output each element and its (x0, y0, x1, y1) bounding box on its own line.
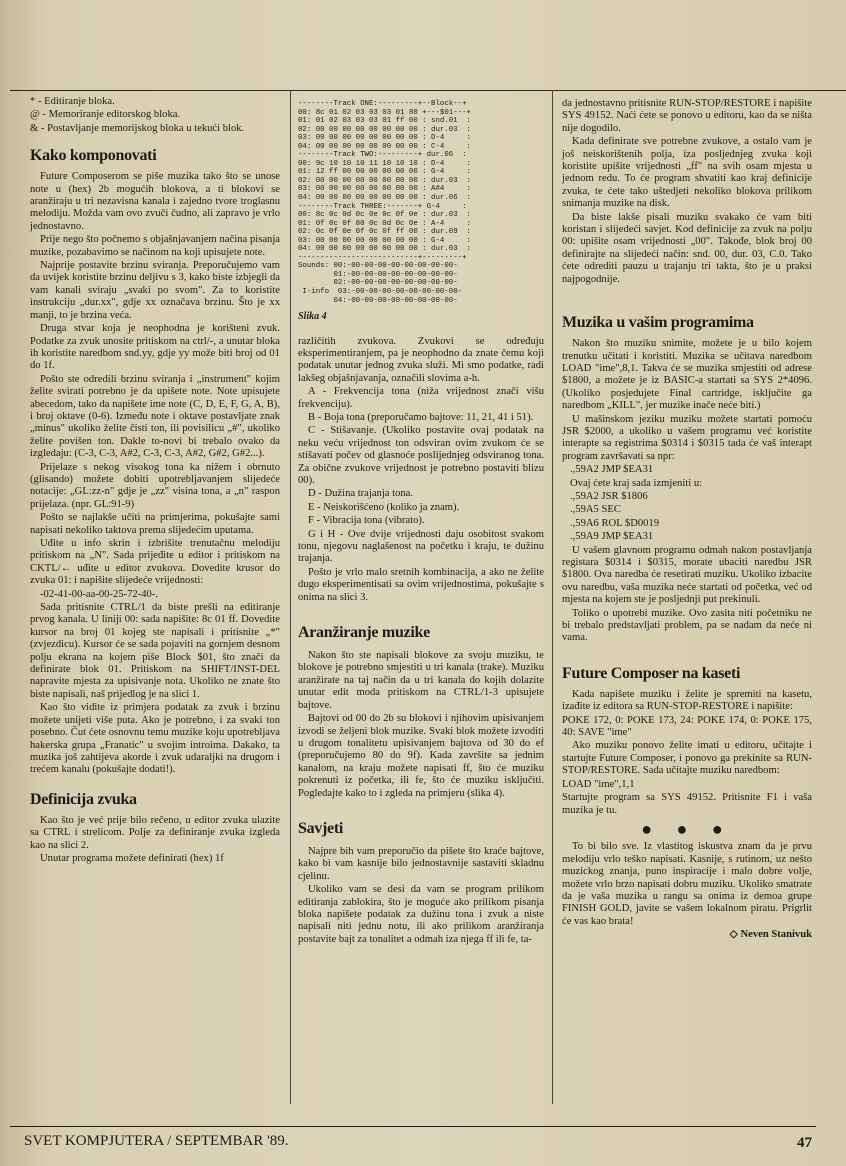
sound-param: F - Vibracija tona (vibrato). (308, 515, 425, 527)
paragraph: Kada napišete muziku i želite je spremiti na kasetu, izađite iz editora sa RUN-STOP-RESTORE i napišite: (562, 688, 812, 713)
top-rule (10, 90, 846, 91)
right-column (562, 98, 812, 943)
paragraph: Kao što je već prije bilo rečeno, u editor zvuka ulazite sa CTRL i strelicom. Polje za definiranje zvuka izgleda kao na slici 2. (30, 814, 280, 851)
heading-muzika-u-programima: Muzika u vašim programima (562, 314, 754, 332)
column-divider-2 (552, 90, 553, 1104)
command-item: & - Postavljanje memorijskog bloka u tekući blok. (30, 122, 245, 134)
sound-param: A - Frekvencija tona (niža vrijednost znači višu frekvenciju). (298, 386, 544, 410)
paragraph: Uđite u info skrin i izbrišite trenutačnu melodiju pritiskom na „N". Sada prijeđite u editor i pritiskom na CKTL/← uđite u editor zvukova. Dovedite krusor do zvuka 01: i napišite slijedeće vrijednosti: (30, 538, 280, 587)
sound-values: -02-41-00-aa-00-25-72-40-. (40, 588, 158, 600)
paragraph: Najpre bih vam preporučio da pišete što kraće bajtove, kako bi vam kasnije bilo jednostavnije sastaviti skladnu cjelinu. (298, 845, 544, 882)
column-divider-1 (290, 90, 291, 1104)
heading-future-composer-kaseta: Future Composer na kaseti (562, 664, 741, 682)
figure-caption: Slika 4 (298, 311, 327, 323)
middle-column (298, 100, 544, 947)
sound-param: E - Neiskorišćeno (koliko ja znam). (308, 501, 460, 513)
code-line: .,59A9 JMP $EA31 (570, 531, 654, 543)
sound-param: G i H - Ove dvije vrijednosti daju osobitost svakom tonu, njegovu naglašenost na početku i kraju, te dužinu trajanja. (298, 528, 544, 565)
heading-definicija-zvuka: Definicija zvuka (30, 790, 137, 808)
code-line: Ovaj ćete kraj sada izmjeniti u: (570, 477, 703, 489)
paragraph: Future Composerom se piše muzika tako što se unose note u (hex) 2b mogućih blokova, a ti blokovi se aranžiraju u tri nezavisna kanala i zajedno tvore troglasnu melodiju. Možda vam ovo zvuči čudno, ali zapravo je vrlo jednostavno. (30, 171, 280, 232)
code-line: .,59A2 JMP $EA31 (570, 464, 654, 476)
left-column (30, 96, 280, 866)
paragraph: Sada pritisnite CTRL/1 da biste prešli na editiranje prvog kanala. U liniji 00: sada napišite: 8c 01 ff. Dovedite kursor na broj 01 kojeg ste napisali i pritisnite „*" (zvjezdicu). Kursor će se sada pojaviti na gornjem desnom polju ekrana na kojem piše Block $01, što znači da definirate blok 01. Pritiskom na SHIFT/INST-DEL napravite mjesta za upisivanje nota. Ukoliko ne znate što biste napisali, naš prijedlog je na slici 1. (30, 602, 280, 700)
code-line: .,59A6 ROL $D0019 (570, 517, 660, 529)
paragraph: Nakon što muziku snimite, možete je u bilo kojem trenutku učitati i koristiti. Muzika se učitava naredbom LOAD "ime",8,1. Takva će se muzika smjestiti od adrese $1800, a možete je iz BASIC-a startati sa SYS 2*4096. (Ukoliko posjedujete Final cartridge, isključite ga naredbom „KILL", jer muzike inače neće biti.) (562, 338, 812, 412)
heading-savjeti: Savjeti (298, 819, 344, 837)
paragraph: Druga stvar koja je neophodna je korišteni zvuk. Podatke za zvuk unosite pritiskom na ctrl/-, a unutar bloka ih koristite naredbom snd.yy, gdje yy može biti broj od 01 do 1f. (30, 323, 280, 372)
paragraph: Kada definirate sve potrebne zvukove, a ostalo vam je još neiskorištenih polja, iza posljednjeg zvuka koji koristite upišite vrijednosti „ff" na svih osam mjesta u jednom redu. To će program shvatiti kao kraj definicije zvuka, te ćete tako uštedjeti nekoliko blokova prilikom snimanja muzike na disk. (562, 136, 812, 210)
magazine-footer: SVET KOMPJUTERA / SEPTEMBAR '89. (24, 1133, 289, 1149)
paragraph: Da biste lakše pisali muziku svakako će vam biti koristan i slijedeći savjet. Kod definicije za zvuk na polju 00: upišite osam vrijednosti „00". Takođe, blok broj 00 definirajte na slijedeći način: snd. 00, dur. 03, C.0. Tako ćete odrediti pauzu u trajanju tri takta, što je u praksi najpogodnije. (562, 211, 812, 285)
code-line: .,59A2 JSR $1806 (570, 490, 648, 502)
author-signature: ◇ Neven Stanivuk (729, 929, 812, 941)
paragraph: Bajtovi od 00 do 2b su blokovi i njihovim upisivanjem izvodi se željeni blok muzike. Svaki blok možete izvoditi u drugom tonalitetu upisivanjem bajtova od 30 do ef (preporučujemo 80 do 9f). Kada završite sa jednim kanalom, na kraju možete napisati ff, što će muziku pokrenuti iz početka, ili fe, što će muziku isključiti. Pogledajte kako to i zgleda na primjeru (slika 4). (298, 713, 544, 799)
paragraph: Pošto se najlakše učiti na primjerima, pokušajte sami napisati nekoliko taktova prema slijedećim uputama. (30, 512, 280, 536)
tracker-screen-figure: --------Track ONE:---------+--Block--+ 00: 8c 01 02 03 03 03 01 80 +---$01---+ 01: 01 02 03 03 03 01 ff 00 : snd.01 : 02: 00 00 00 00 00 00 00 00 : dur.03 : 03: 00 00 00 00 00 00 00 00 : D-4 : 04: 00 00 00 00 00 00 00 00 : C-4 : --------Track TWO:---------+ dur.06 : 00: 9c 10 10 10 11 10 10 10 : D-4 : 01: 12 ff 00 00 00 00 00 00 : G-4 : 02: 00 00 00 00 00 00 00 00 : dur.03 : 03: 00 00 00 00 00 00 00 00 : A#4 : 04: 00 00 00 00 00 00 00 00 : dur.06 : --------Track THREE:-------+ G-4 : 00: 8c 0c 0d 0c 0e 0c 0f 0e : dur.03 : 01: 0f 0c 0f 80 0c 0d 0c 0e : A-4 : 02: 0c 0f 0e 0f 0c 0f ff 00 : dur.09 : 03: 00 00 00 00 00 00 00 00 : G-4 : 04: 00 00 00 00 00 00 00 00 : dur.03 : ---------------------------+---------+ Sounds: 00:-00-00-00-00-00-00-00-00- 01:-00-00-00-00-00-00-00-00- 02:-00-00-00-00-00-00-00-00- I-info 03:-00-00-00-00-00-00-00-00- 04:-00-00-00-00-00-00-00-00- (298, 100, 471, 305)
paragraph: Toliko o upotrebi muzike. Ovo zasita niti početniku ne bi trebalo predstavljati problem, pa se nadam da neće ni vama. (562, 607, 812, 644)
paragraph: To bi bilo sve. Iz vlastitog iskustva znam da je prvu melodiju vrlo teško napisati. Kasnije, s rutinom, uz nešto muzickog znanja, puno inspiracije i malo dobre volje, možete vrlo brzo napisati dobru muziku. Ukoliko smatrate da je vaša muzika u rangu sa onima iz demoa grupe FINISH GOLD, javite se vašem lokalnom piratu. Prigrlit će vas kao brata! (562, 841, 812, 927)
paragraph: U mašinskom jeziku muziku možete startati pomoću JSR $2000, a ukoliko u vašem programu već koristite interapte sa registrima $0314 i $0315 tada će vaš interapt program završavati sa npr: (562, 413, 812, 462)
page-number: 47 (797, 1135, 812, 1151)
paragraph: Pošto je vrlo malo sretnih kombinacija, a ako ne želite dugo eksperimentisati sa ovim vrijednostima, pokušajte s onima na slici 3. (298, 566, 544, 603)
paragraph: Ukoliko vam se desi da vam se program prilikom editiranja zablokira, što je moguće ako prilikom pisanja bloka napišete podatak za dužinu tona i zvuk a niste napisali niti jednu notu, ili ako prilikom aranžiranja postavite bajt za tonalitet a odmah iza njega ff ili fe, ta- (298, 884, 544, 945)
paragraph: Ako muziku ponovo želite imati u editoru, učitajte i startujte Future Composer, i ponovo ga prekinite sa RUN-STOP/RESTORE. Sada učitajte muziku naredbom: (562, 740, 812, 777)
code-line: POKE 172, 0: POKE 173, 24: POKE 174, 0: POKE 175, 40: SAVE "ime" (562, 714, 812, 739)
paragraph: Pošto ste odredili brzinu sviranja i „instrument" kojim želite svirati potrebno je da upišete note. Note upisujete abecedom, tako da napišete ime note (C, D, E, F, G, A, B), i broj oktave (0-6). Između note i oktave postavljate znak „minus" ukoliko želite čisti ton, ili povisilicu „#", ukoliko želite povišen ton. Dakle to-novi bi trebalo ovako da izgledaju: (C-3, C-3, A#2, C-3, C-3, A#2, G#2, G#2...). (30, 373, 280, 460)
paragraph: Najprije postavite brzinu sviranja. Preporučujemo vam da uvijek koristite brzinu deljivu s 3, kako biste izbjegli da vam kanali sviraju „svaki po svom". Za to koristite instrukciju „dur.xx", gdje xx označava brzinu. Što je xx manji, to je brzina veća. (30, 260, 280, 321)
paragraph: Unutar programa možete definirati (hex) 1f (40, 852, 224, 864)
footer-rule (10, 1126, 816, 1127)
paragraph: Kao što vidite iz primjera podatak za zvuk i brzinu možete unijeti više puta. Ako je potrebno, i za svaki ton posebno. Čut ćete osnovnu temu muzike koju upotrebljava hakerska grupa „Franatic" u svojim introima. Dakako, ta muzika još zahtijeva akorde i zvuk udaraljki na drugom i trećem kanalu (pokušajte dodati!). (30, 702, 280, 776)
paragraph: Prije nego što počnemo s objašnjavanjem načina pisanja muzike, pozabavimo se načinom na koji upisujete note. (30, 234, 280, 258)
sound-param: B - Boja tona (preporučamo bajtove: 11, 21, 41 i 51). (308, 411, 534, 423)
sound-param: C - Stišavanje. (Ukoliko postavite ovaj podatak na neku veću vrijednost ton odsviran ovim zvukom će se stišavati počev od glasnoće poslijednjeg odsviranog tona. Za obične zvukove vrijednost je potrebno postaviti blizu 00). (298, 425, 544, 486)
command-item: @ - Memoriranje editorskog bloka. (30, 109, 181, 121)
paragraph: Prijelaze s nekog visokog tona ka nižem i obrnuto (glisando) možete dobiti upotrebljavanjem slijedeće notacije: „GL:zz-n" gdje je „zz" visina tona, a „n" raspon prijelaza. (npr. GL:91-9) (30, 461, 280, 510)
paragraph: Startujte program sa SYS 49152. Pritisnite F1 i vaša muzika je tu. (562, 792, 812, 816)
paragraph: da jednostavno pritisnite RUN-STOP/RESTORE i napišite SYS 49152. Naći ćete se ponovo u editoru, kao da se ništa nije dogodilo. (562, 98, 812, 134)
sound-param: D - Dužina trajanja tona. (308, 488, 414, 500)
paragraph: U vašem glavnom programu odmah nakon postavljanja registara $0314 i $0315, morate ubaciti naredbu JSR $1800. Ova naredba će resetirati muziku. Ukoliko izbacite ovu naredbu, vaša muzika neće startati od početka, već od mjesta na kojem ste je posljednji put prekinuli. (562, 544, 812, 606)
command-list (30, 96, 280, 135)
command-item: * - Editiranje bloka. (30, 96, 115, 107)
heading-aranziranje-muzike: Aranžiranje muzike (298, 624, 430, 642)
section-separator-dots: ● ● ● (641, 818, 733, 839)
paragraph: različitih zvukova. Zvukovi se određuju eksperimentiranjem, pa je neophodno da znate čemu koji podatak unutar jednog zvuka služi. Mi smo podatke, radi lakšeg objašnjavanja, označili slovima a-h. (298, 335, 544, 384)
code-line: LOAD "ime",1,1 (562, 778, 635, 790)
heading-kako-komponovati: Kako komponovati (30, 147, 157, 165)
paragraph: Nakon što ste napisali blokove za svoju muziku, te blokove je potrebno smjestiti u tri kanala (trake). Muziku aranžirate na taj način da u tri kanala do kojih dolazite unutar edit moda pritiskom na CTRL/1-3 upisujete bajtove. (298, 650, 544, 711)
code-line: .,59A5 SEC (570, 504, 621, 516)
